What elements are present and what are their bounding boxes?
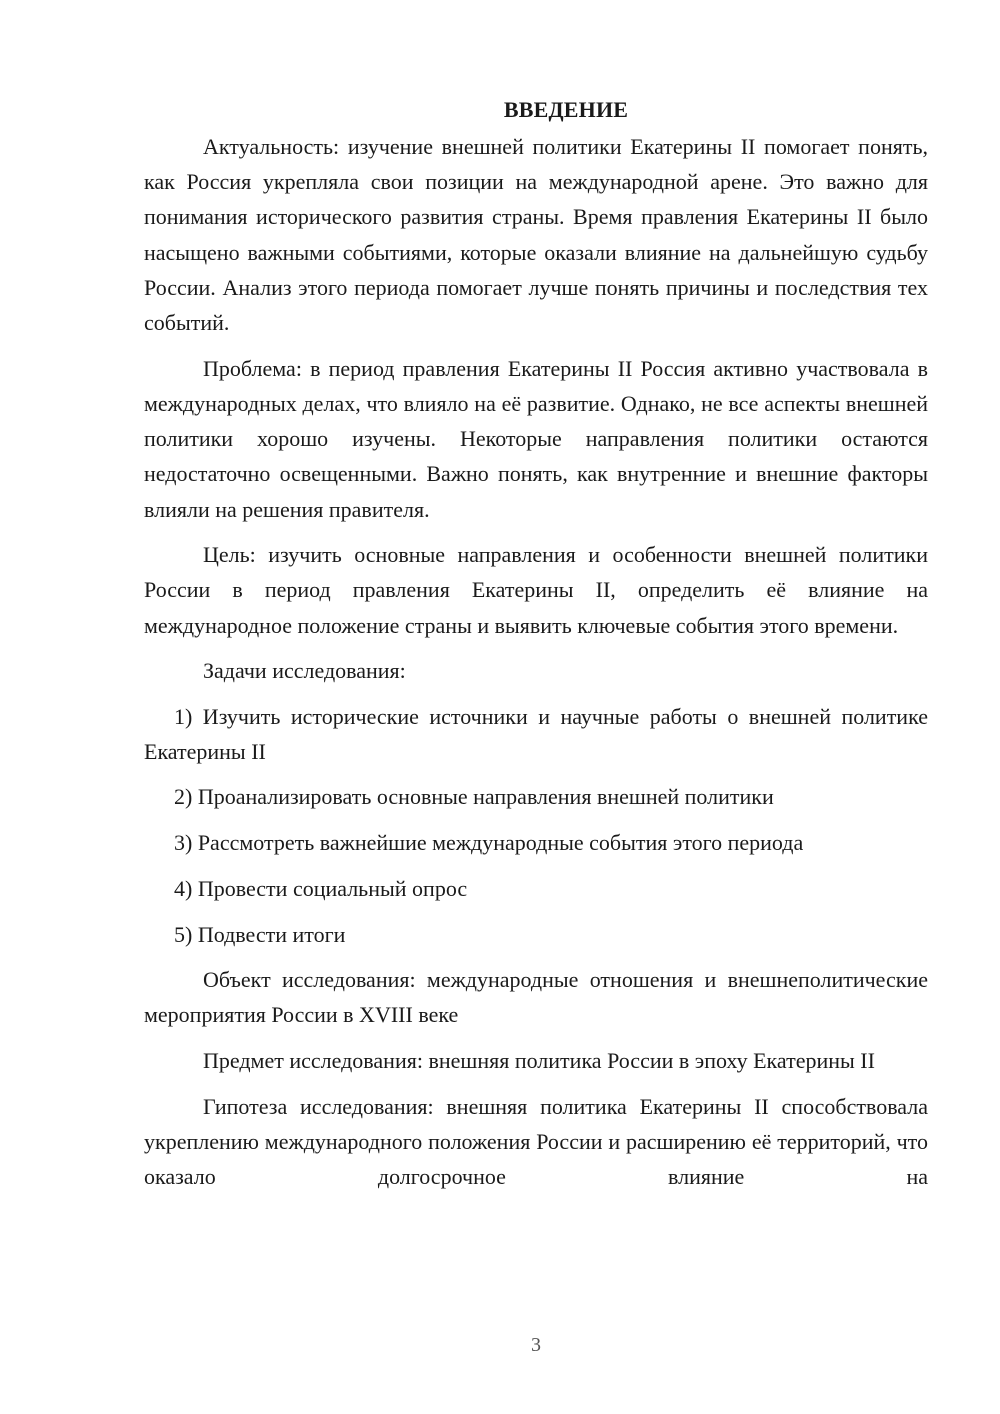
hypothesis-paragraph: Гипотеза исследования: внешняя политика Екатерины II способствовала укреплению международного положения России и расширению её территорий, что оказало долгосрочное влияние на xyxy=(144,1093,928,1190)
page-number: 3 xyxy=(531,1334,541,1356)
object-paragraph: Объект исследования: международные отношения и внешнеполитические мероприятия России в XVIII веке xyxy=(144,967,928,1028)
goal-paragraph: Цель: изучить основные направления и особенности внешней политики России в период правления Екатерины II, определить её влияние на международное положение страны и выявить ключевые события этого времени. xyxy=(144,542,928,638)
task-item: 3) Рассмотреть важнейшие международные события этого периода xyxy=(174,830,804,856)
task-item: 2) Проанализировать основные направления внешней политики xyxy=(174,784,774,810)
subject-paragraph: Предмет исследования: внешняя политика России в эпоху Екатерины II xyxy=(203,1048,875,1074)
page-body xyxy=(144,92,928,1205)
tasks-title: Задачи исследования: xyxy=(203,658,406,684)
relevance-paragraph: Актуальность: изучение внешней политики Екатерины II помогает понять, как Россия укрепляла свои позиции на международной арене. Это важно для понимания исторического развития страны. Время правления Екатерины II было насыщено важными событиями, которые оказали влияние на дальнейшую судьбу России. Анализ этого периода помогает лучше понять причины и последствия тех событий. xyxy=(144,134,928,336)
problem-paragraph: Проблема: в период правления Екатерины II Россия активно участвовала в международных делах, что влияло на её развитие. Однако, не все аспекты внешней политики хорошо изучены. Некоторые направления политики остаются недостаточно освещенными. Важно понять, как внутренние и внешние факторы влияли на решения правителя. xyxy=(144,355,928,522)
section-heading: ВВЕДЕНИЕ xyxy=(503,97,629,122)
task-item: 4) Провести социальный опрос xyxy=(174,875,468,901)
task-item: 1) Изучить исторические источники и научные работы о внешней политике Екатерины II xyxy=(144,703,928,764)
task-item: 5) Подвести итоги xyxy=(174,921,346,947)
